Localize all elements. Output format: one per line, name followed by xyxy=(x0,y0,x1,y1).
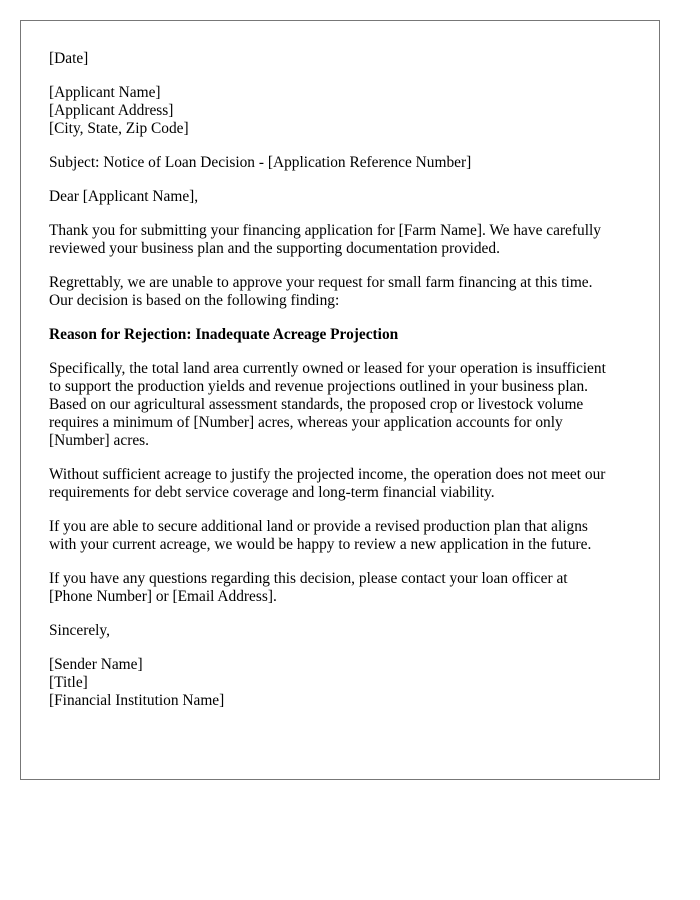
sender-title: [Title] xyxy=(49,674,88,691)
paragraph-requirements xyxy=(49,466,631,502)
applicant-city-state-zip: [City, State, Zip Code] xyxy=(49,120,189,137)
paragraph-line: Without sufficient acreage to justify the projected income, the operation does not meet our xyxy=(49,466,606,483)
paragraph-reapply xyxy=(49,518,631,554)
paragraph-regret xyxy=(49,274,631,310)
salutation-text: Dear [Applicant Name], xyxy=(49,188,199,205)
reason-heading xyxy=(49,326,631,344)
paragraph-line: to support the production yields and revenue projections outlined in your business plan. xyxy=(49,378,589,395)
applicant-address-block xyxy=(49,84,631,138)
paragraph-contact xyxy=(49,570,631,606)
letter-page xyxy=(20,20,660,780)
paragraph-line: requirements for debt service coverage and long-term financial viability. xyxy=(49,484,495,501)
date-text: [Date] xyxy=(49,50,89,67)
paragraph-line: Based on our agricultural assessment standards, the proposed crop or livestock volume xyxy=(49,396,584,413)
salutation xyxy=(49,188,631,206)
date-line xyxy=(49,50,631,68)
subject-line xyxy=(49,154,631,172)
subject-text: Subject: Notice of Loan Decision - [Application Reference Number] xyxy=(49,154,472,171)
paragraph-line: [Number] acres. xyxy=(49,432,149,449)
paragraph-line: Our decision is based on the following finding: xyxy=(49,292,340,309)
paragraph-line: with your current acreage, we would be happy to review a new application in the future. xyxy=(49,536,592,553)
paragraph-line: [Phone Number] or [Email Address]. xyxy=(49,588,277,605)
reason-heading-text: Reason for Rejection: Inadequate Acreage Projection xyxy=(49,326,399,343)
closing-text: Sincerely, xyxy=(49,622,110,639)
applicant-name: [Applicant Name] xyxy=(49,84,161,101)
paragraph-line: reviewed your business plan and the supporting documentation provided. xyxy=(49,240,500,257)
applicant-street-address: [Applicant Address] xyxy=(49,102,174,119)
paragraph-line: Regrettably, we are unable to approve your request for small farm financing at this time. xyxy=(49,274,593,291)
paragraph-line: If you have any questions regarding this decision, please contact your loan officer at xyxy=(49,570,568,587)
signature-block xyxy=(49,656,631,710)
sender-name: [Sender Name] xyxy=(49,656,143,673)
paragraph-thanks xyxy=(49,222,631,258)
paragraph-line: Thank you for submitting your financing application for [Farm Name]. We have carefully xyxy=(49,222,601,239)
paragraph-line: requires a minimum of [Number] acres, whereas your application accounts for only xyxy=(49,414,563,431)
closing xyxy=(49,622,631,640)
institution-name: [Financial Institution Name] xyxy=(49,692,225,709)
paragraph-line: If you are able to secure additional land or provide a revised production plan that aligns xyxy=(49,518,588,535)
paragraph-line: Specifically, the total land area currently owned or leased for your operation is insufficient xyxy=(49,360,606,377)
paragraph-specifics xyxy=(49,360,631,450)
